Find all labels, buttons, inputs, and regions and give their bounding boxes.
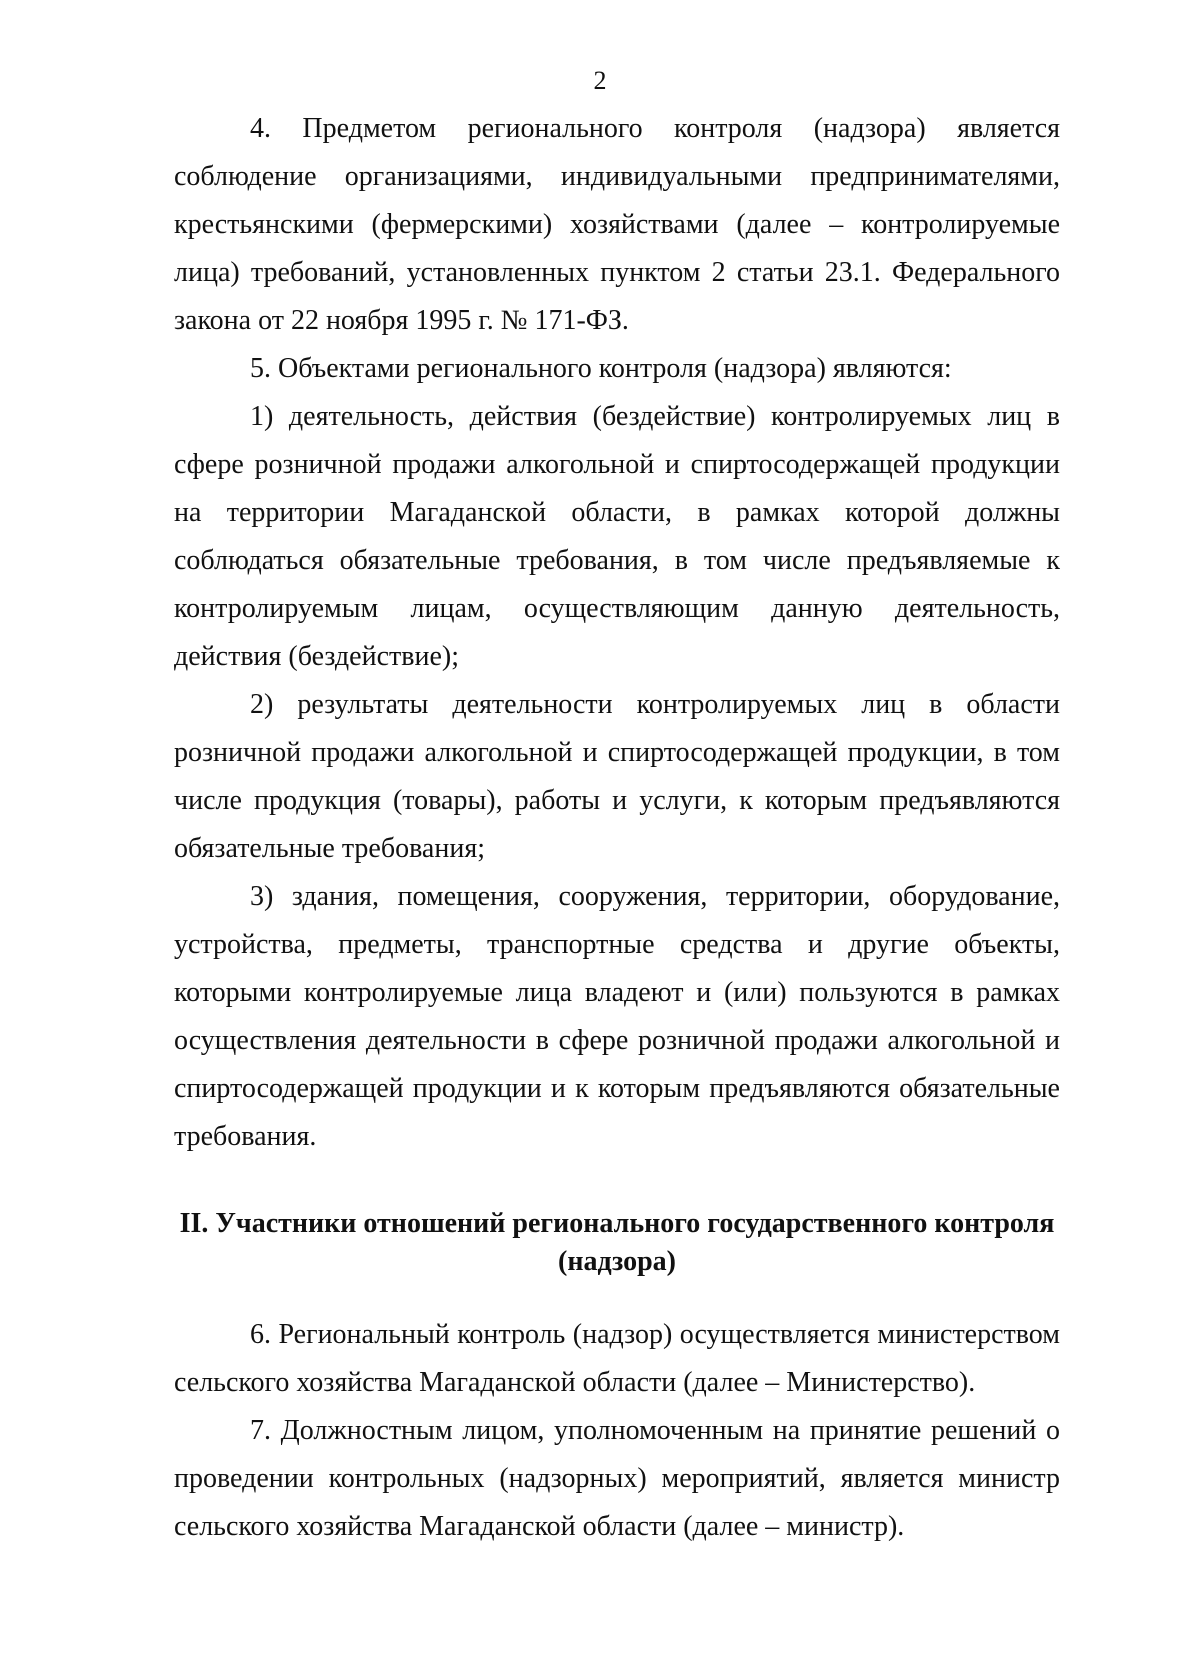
paragraph-subitem-3: 3) здания, помещения, сооружения, территории, оборудование, устройства, предметы, транспортные средства и другие объекты, которыми контролируемые лица владеют и (или) пользуются в рамках осуществления деятельности в сфере розничной продажи алкогольной и спиртосодержащей продукции и к которым предъявляются обязательные требования.	[174, 881, 1060, 1152]
paragraph-item-7: 7. Должностным лицом, уполномоченным на принятие решений о проведении контрольных (надзорных) мероприятий, является министр сельского хозяйства Магаданской области (далее – министр).	[174, 1415, 1060, 1542]
paragraph-subitem-2: 2) результаты деятельности контролируемых лиц в области розничной продажи алкогольной и спиртосодержащей продукции, в том числе продукция (товары), работы и услуги, к которым предъявляются обязательные требования;	[174, 689, 1060, 864]
paragraph-item-5: 5. Объектами регионального контроля (надзора) являются:	[250, 353, 952, 384]
page-number: 2	[593, 66, 607, 95]
paragraph-item-6: 6. Региональный контроль (надзор) осуществляется министерством сельского хозяйства Магаданской области (далее – Министерство).	[174, 1319, 1060, 1398]
section-heading-line-2: (надзора)	[558, 1246, 676, 1277]
section-heading	[174, 1205, 1060, 1281]
section-heading-line-1: II. Участники отношений регионального государственного контроля	[179, 1208, 1055, 1239]
document-body	[174, 105, 1060, 1551]
paragraph-item-4: 4. Предметом регионального контроля (надзора) является соблюдение организациями, индивидуальными предпринимателями, крестьянскими (фермерскими) хозяйствами (далее – контролируемые лица) требований, установленных пунктом 2 статьи 23.1. Федерального закона от 22 ноября 1995 г. № 171-ФЗ.	[174, 113, 1060, 336]
paragraph-subitem-1: 1) деятельность, действия (бездействие) контролируемых лиц в сфере розничной продажи алкогольной и спиртосодержащей продукции на территории Магаданской области, в рамках которой должны соблюдаться обязательные требования, в том числе предъявляемые к контролируемым лицам, осуществляющим данную деятельность, действия (бездействие);	[174, 401, 1060, 672]
